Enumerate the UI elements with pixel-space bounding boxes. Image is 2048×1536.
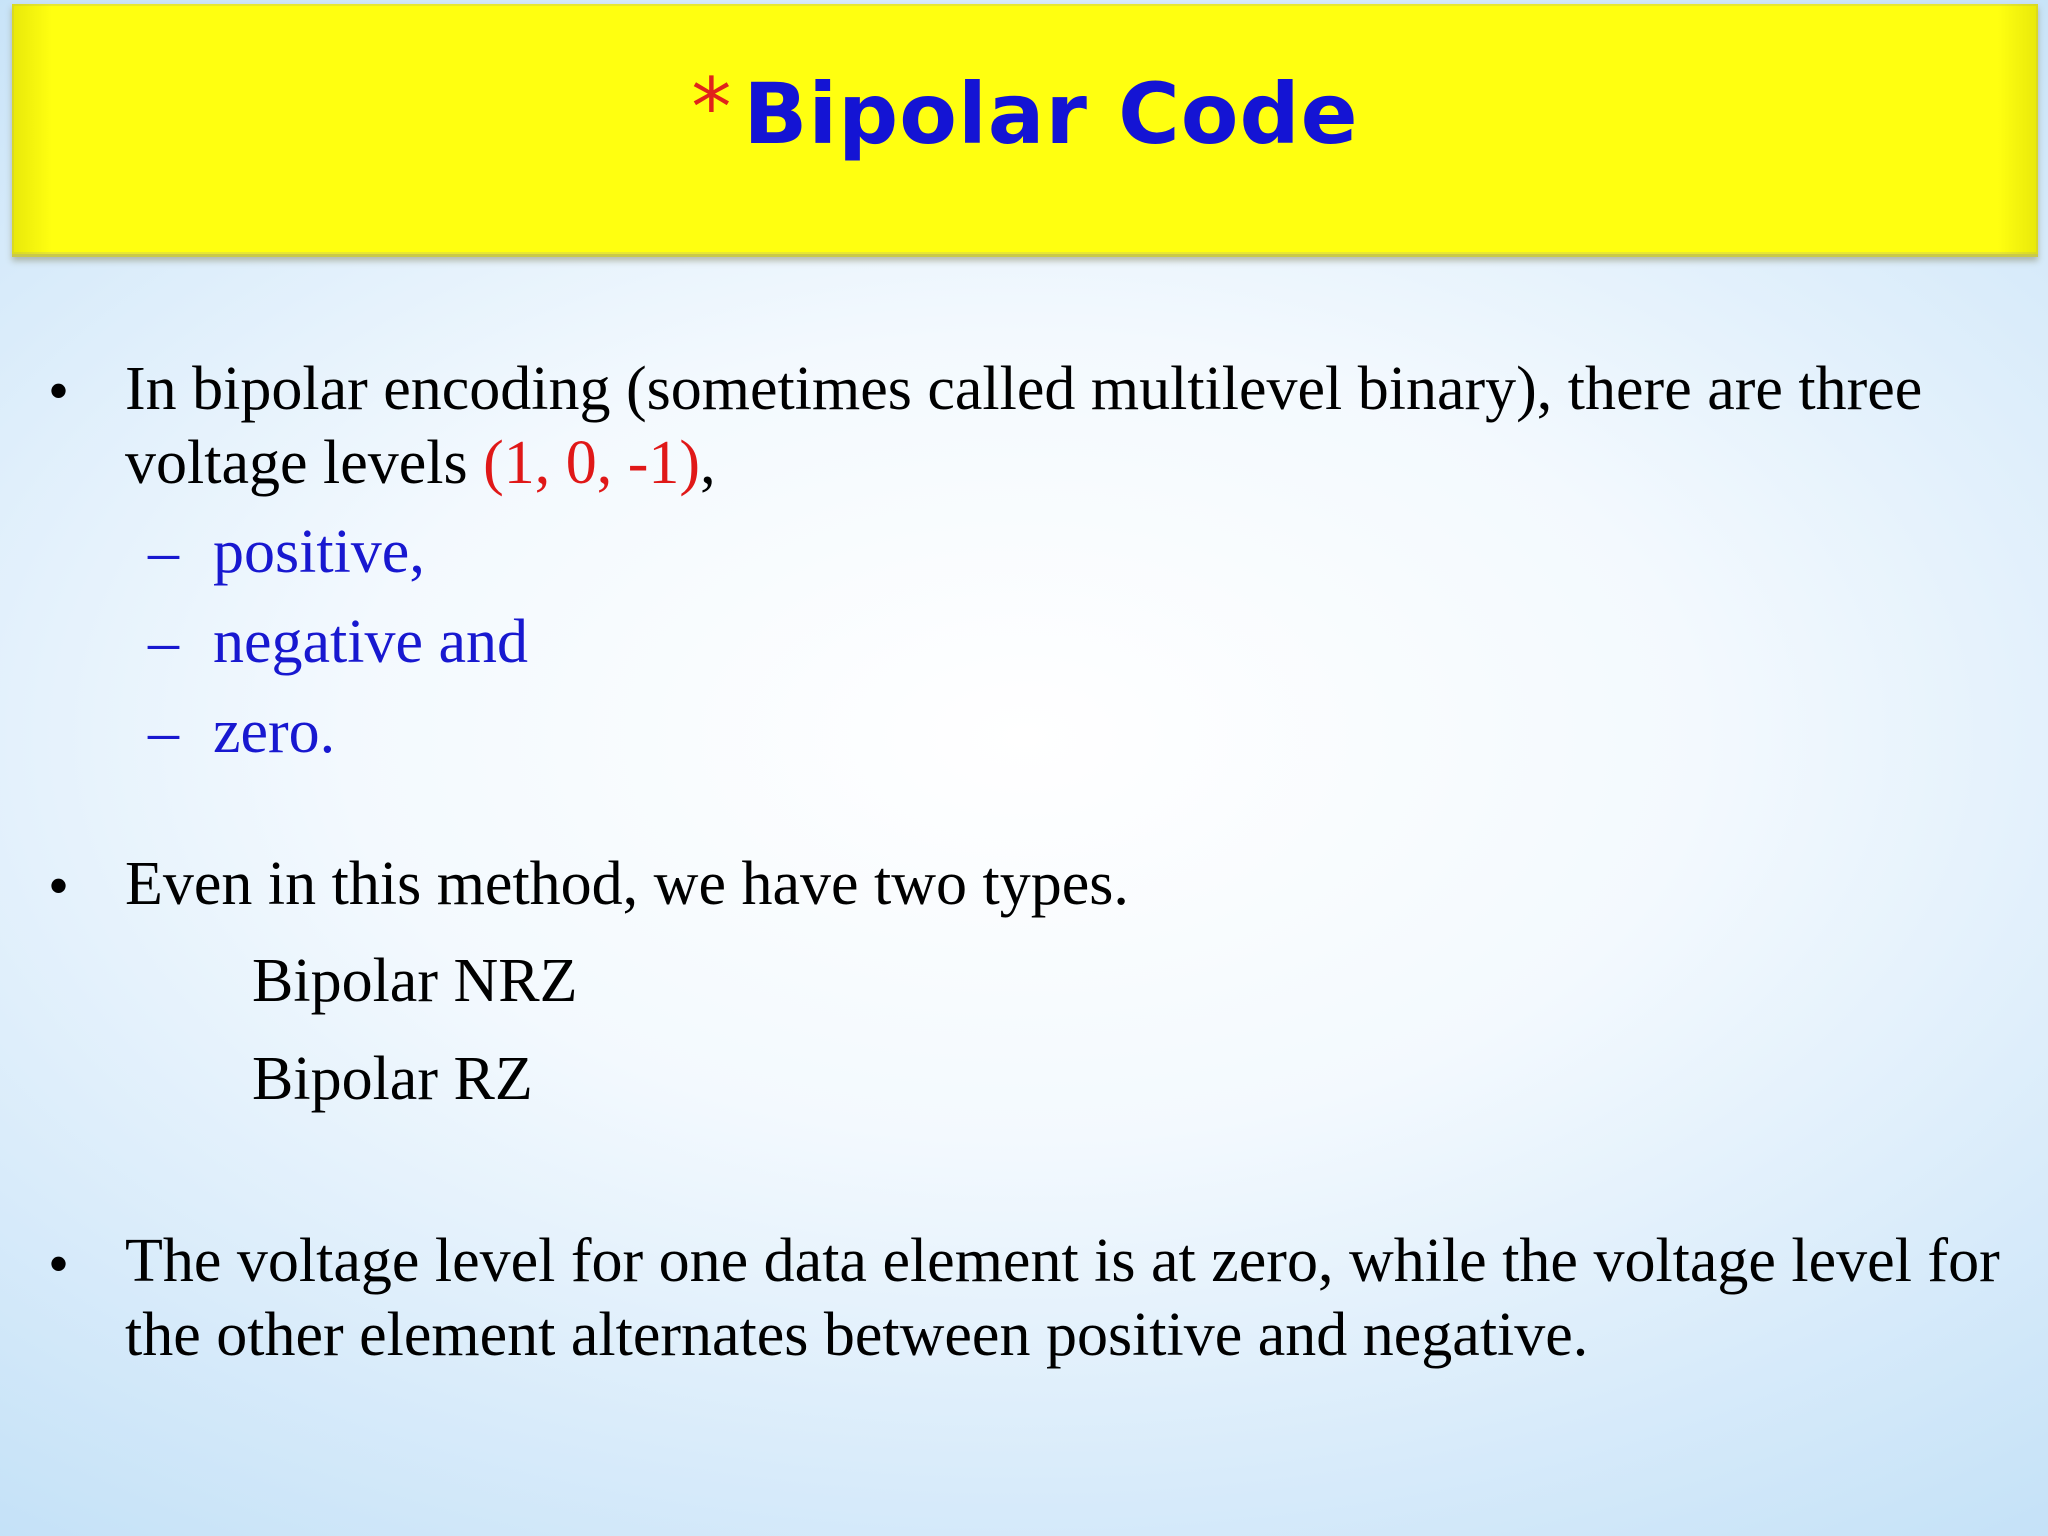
title-star-icon: *: [691, 61, 732, 154]
type-bipolar-rz: Bipolar RZ: [252, 1045, 533, 1113]
type-bipolar-nrz: Bipolar NRZ: [252, 947, 578, 1015]
slide-title: Bipolar Code: [743, 65, 1359, 163]
sub-item-dash: –: [148, 698, 179, 766]
title-banner: [12, 4, 2038, 257]
sub-item-negative: [148, 605, 528, 679]
bullet-3-text: The voltage level for one data element is at zero, while the voltage level for the other element alternates between positive and negative.: [125, 1227, 2000, 1369]
sub-item-label: negative and: [213, 608, 529, 676]
sub-item-dash: –: [148, 518, 179, 586]
voltage-levels-highlight: (1, 0, -1): [483, 429, 701, 497]
sub-item-dash: –: [148, 608, 179, 676]
sub-item-label: positive,: [213, 518, 425, 586]
bullet-marker-3: •: [48, 1231, 70, 1297]
title-wrap: [12, 61, 2038, 165]
sub-item-label: zero.: [213, 698, 336, 766]
bullet-1-text-before: In bipolar encoding (sometimes called multilevel binary), there are three voltage levels: [125, 355, 1923, 497]
sub-item-positive: [148, 515, 425, 589]
bullet-1-text-after: ,: [700, 429, 716, 497]
bullet-2-text: Even in this method, we have two types.: [125, 850, 1129, 918]
bullet-marker-1: •: [48, 358, 70, 424]
bullet-marker-2: •: [48, 853, 70, 919]
sub-item-zero: [148, 695, 335, 769]
bullet-1-text: [125, 352, 2005, 500]
